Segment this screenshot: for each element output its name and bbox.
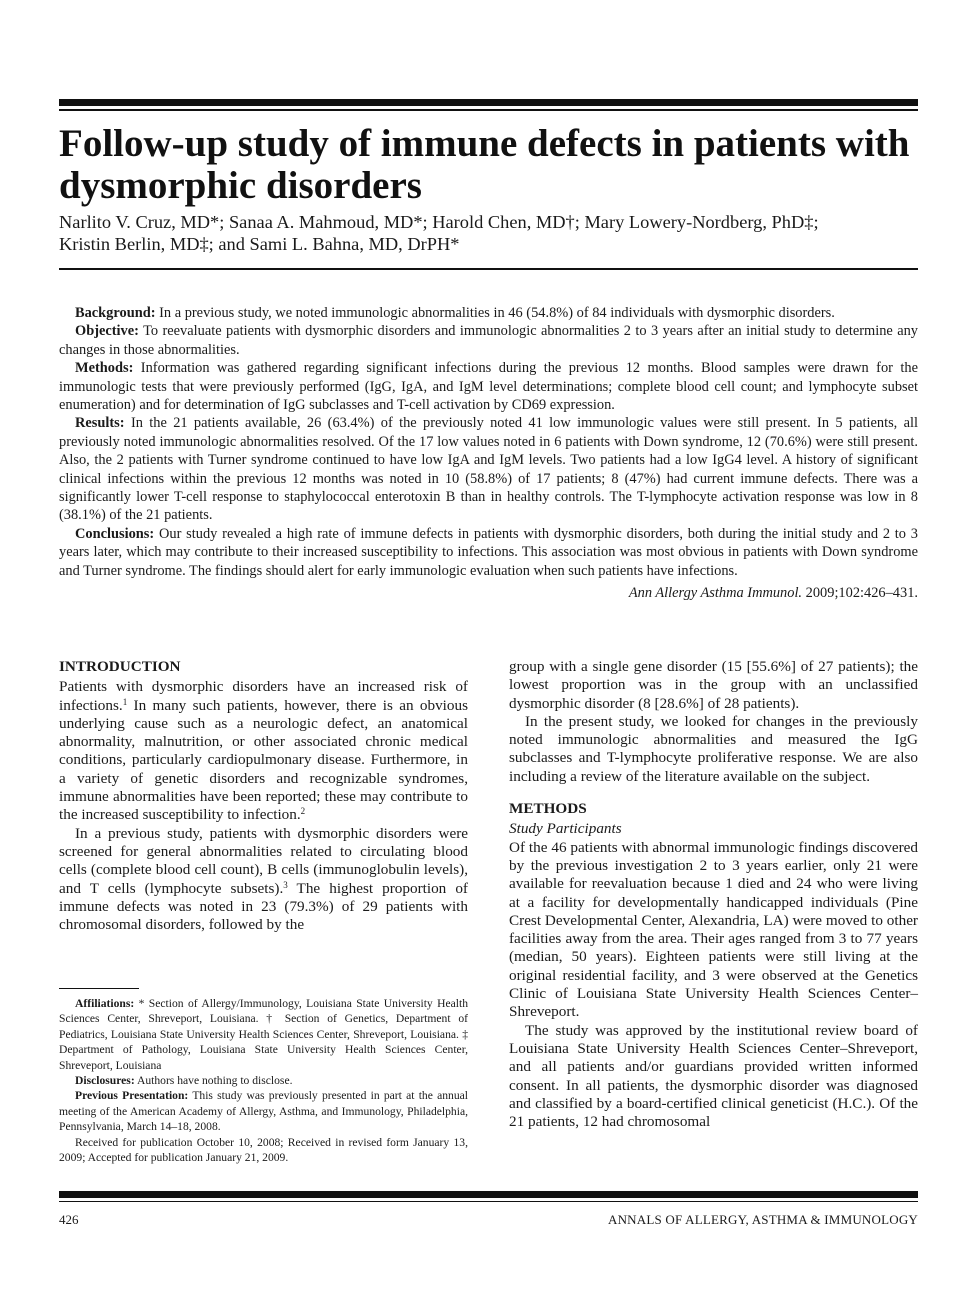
author-line-1: Narlito V. Cruz, MD*; Sanaa A. Mahmoud, MD*; Harold Chen, MD†; Mary Lowery-Nordberg, PhD‡; bbox=[59, 212, 819, 232]
footer-thin-rule bbox=[59, 1201, 918, 1202]
conclusions-text: Our study revealed a high rate of immune defects in patients with dysmorphic disorders, both during the initial study and 2 to 3 years later, which may contribute to their increased susceptibility to infections. This association was most obvious in patients with Down syndrome and Turner syndrome. The findings should alert for early immunologic evaluation when such patients have infections. bbox=[59, 525, 918, 579]
author-list bbox=[59, 211, 918, 255]
conclusions-label: Conclusions: bbox=[75, 525, 155, 542]
footer-thick-rule bbox=[59, 1191, 918, 1198]
intro-p2-text-a: In a previous study, patients with dysmorphic disorders were screened for general abnormalities related to circulating blood cells (complete blood cell count), B cells (immunoglobulin levels), and T cells (lymphocyte subsets). bbox=[59, 824, 468, 897]
authors-rule bbox=[59, 268, 918, 270]
methods-heading: METHODS bbox=[509, 800, 587, 818]
background-text: In a previous study, we noted immunologic abnormalities in 46 (54.8%) of 84 individuals with dysmorphic disorders. bbox=[159, 305, 835, 321]
intro-p1-text-b: In many such patients, however, there is an obvious underlying cause such as a neurologic defect, an anatomical abnormality, malnutrition, or other associated chronic medical conditions, particularly cardiopulmonary disease. Furthermore, in a variety of genetic disorders and recognizable syndromes, immune abnormalities have been reported; these may contribute to the increased susceptibility to infection. bbox=[59, 696, 468, 824]
reference-3: 3 bbox=[283, 879, 288, 890]
results-label: Results: bbox=[75, 415, 125, 432]
footnote-affiliations bbox=[59, 996, 468, 1073]
intro-paragraph-1 bbox=[59, 678, 468, 824]
footnotes bbox=[59, 996, 468, 1165]
footnote-received: Received for publication October 10, 2008; Received in revised form January 13, 2009; Accepted for publication January 21, 2009. bbox=[59, 1135, 468, 1165]
methods-paragraph-2: The study was approved by the institutional review board of Louisiana State University Health Sciences Center–Shreveport, and all patients and/or guardians provided written informed consent. In all patients, the dysmorphic disorder was diagnosed and classified by a board-certified clinical geneticist (H.C.). Of the 21 patients, 12 had chromosomal bbox=[509, 1021, 918, 1131]
affiliations-text: * Section of Allergy/Immunology, Louisiana State University Health Sciences Center, Shreveport, Louisiana. † Section of Genetics, Department of Pediatrics, Louisiana State University Health Sciences Center, Shreveport, Louisiana. ‡ Department of Pathology, Louisiana State University Health Sciences Center, Shreveport, Louisiana bbox=[59, 997, 468, 1072]
citation bbox=[59, 584, 918, 602]
results-text: In the 21 patients available, 26 (63.4%) of the previously noted 41 low immunologic values were still present. In 5 patients, all previously noted immunologic abnormalities resolved. Of the 17 low values noted in 6 patients with Down syndrome, 12 (70.6%) were still present. Also, the 2 patients with Turner syndrome continued to have low IgA and IgM levels. Two patients had a low IgG4 level. A history of significant clinical infections within the previous 12 months was noted in 10 (58.8%) of 17 patients; 8 (47%) had current immune defects. There was a significantly lower T-cell response to staphylococcal enterotoxin B than in healthy controls. The T-lymphocyte activation response was low in 8 (38.1%) of the 21 patients. bbox=[59, 415, 918, 524]
background-label: Background: bbox=[75, 305, 156, 321]
reference-1: 1 bbox=[122, 696, 128, 707]
header-thin-rule bbox=[59, 109, 918, 111]
disclosures-text: Authors have nothing to disclose. bbox=[136, 1074, 293, 1088]
presentation-label: Previous Presentation: bbox=[75, 1089, 189, 1103]
abstract-methods bbox=[59, 359, 918, 414]
intro-paragraph-4: In the present study, we looked for changes in the previously noted immunologic abnormalities and measured the IgG subclasses and T-lymphocyte proliferative response. We are also including a review of the literature available on the subject. bbox=[509, 712, 918, 785]
methods-paragraph-1: Of the 46 patients with abnormal immunologic findings discovered by the previous investigation 2 to 3 years earlier, only 21 were available for reevaluation because 1 died and 24 who were living at a facility for developmentally handicapped individuals (Pine Crest Developmental Center, Alexandria, LA) were moved to other facilities away from the area. Their ages ranged from 3 to 77 years (median, 50 years). Eighteen patients were still living at the original residential facility, and 3 were observed at the Genetics Clinic of Louisiana State University Health Sciences Center–Shreveport. bbox=[509, 838, 918, 1021]
intro-p2-text-b: The highest proportion of immune defects was noted in 23 (79.3%) of 29 patients with chromosomal disorders, followed by the bbox=[59, 879, 468, 934]
objective-text: To reevaluate patients with dysmorphic disorders and immunologic abnormalities 2 to 3 years after an initial study to determine any changes in those abnormalities. bbox=[59, 323, 919, 358]
abstract-results bbox=[59, 414, 918, 524]
citation-journal: Ann Allergy Asthma Immunol. bbox=[628, 585, 803, 602]
objective-label: Objective: bbox=[75, 323, 139, 340]
methods-label: Methods: bbox=[75, 360, 134, 377]
abstract-background bbox=[59, 304, 918, 322]
right-column bbox=[509, 658, 918, 1131]
footnote-presentation bbox=[59, 1088, 468, 1134]
header-thick-rule bbox=[59, 99, 918, 106]
intro-p1-text-a: Patients with dysmorphic disorders have an increased risk of infections. bbox=[59, 678, 468, 714]
left-column bbox=[59, 658, 468, 934]
citation-volume: 2009;102:426–431. bbox=[805, 585, 918, 602]
introduction-heading: INTRODUCTION bbox=[59, 658, 181, 675]
section-gap bbox=[509, 786, 918, 800]
footnote-disclosures bbox=[59, 1073, 468, 1088]
reference-2: 2 bbox=[300, 806, 306, 817]
journal-name: ANNALS OF ALLERGY, ASTHMA & IMMUNOLOGY bbox=[608, 1212, 918, 1227]
abstract-conclusions bbox=[59, 525, 918, 580]
page-number: 426 bbox=[59, 1212, 79, 1227]
methods-text: Information was gathered regarding significant infections during the previous 12 months. Blood samples were drawn for the immunologic tests that were previously performed (IgG, IgA, and IgM level determinations; complete blood cell count; and lymphocyte subset enumeration) and for determination of IgG subclasses and T-cell activation by CD69 expression. bbox=[59, 360, 918, 414]
abstract-objective bbox=[59, 322, 918, 359]
study-participants-subheading: Study Participants bbox=[509, 820, 622, 838]
author-line-2: Kristin Berlin, MD‡; and Sami L. Bahna, MD, DrPH* bbox=[59, 234, 460, 254]
abstract bbox=[59, 304, 918, 603]
intro-paragraph-2 bbox=[59, 825, 468, 935]
disclosures-label: Disclosures: bbox=[75, 1074, 135, 1088]
affiliations-label: Affiliations: bbox=[75, 997, 135, 1010]
article-title: Follow-up study of immune defects in patients with dysmorphic disorders bbox=[59, 122, 910, 207]
intro-paragraph-3: group with a single gene disorder (15 [55.6%] of 27 patients); the lowest proportion was in the group with an unclassified dysmorphic disorder (8 [28.6%] of 28 patients). bbox=[509, 658, 918, 712]
presentation-text: This study was previously presented in part at the annual meeting of the American Academy of Allergy, Asthma, and Immunology, Philadelphia, Pennsylvania, March 14–18, 2008. bbox=[59, 1089, 469, 1134]
footnote-rule bbox=[59, 988, 139, 989]
